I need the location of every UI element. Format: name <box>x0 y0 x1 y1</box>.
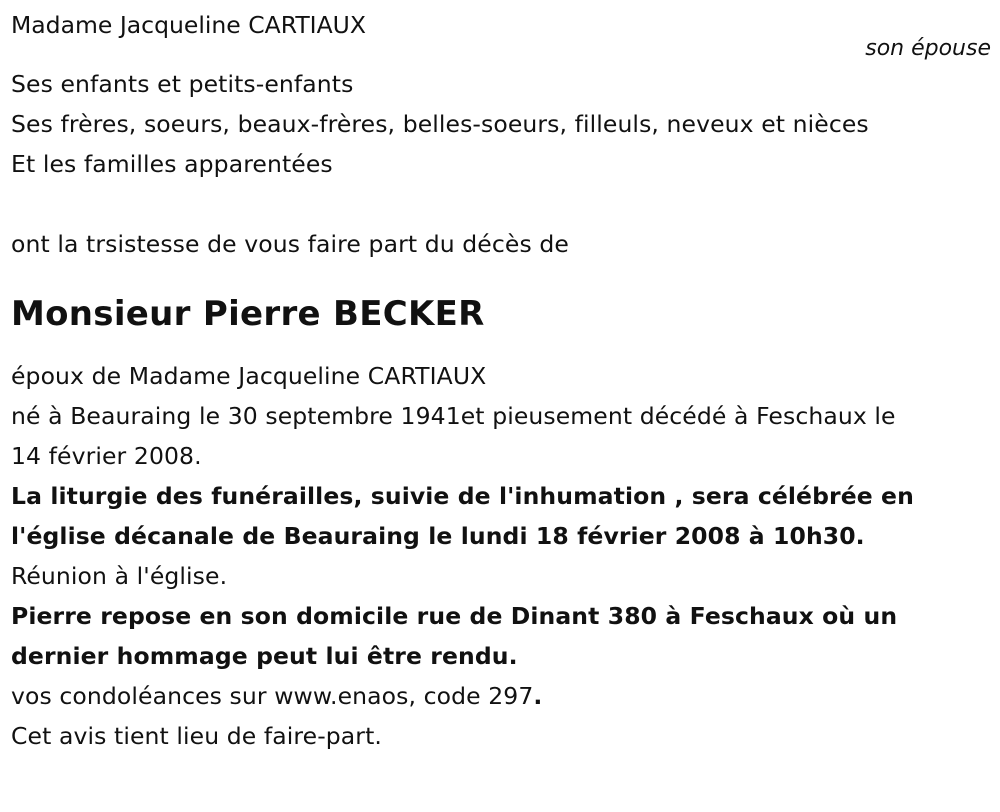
relation-label: son épouse <box>865 36 991 61</box>
family-line-children: Ses enfants et petits-enfants <box>11 70 354 98</box>
spacer <box>11 184 991 224</box>
condolences-period: . <box>533 682 543 710</box>
widow-name: Madame Jacqueline CARTIAUX <box>11 11 366 39</box>
rest-line-2: dernier hommage peut lui être rendu. <box>11 642 518 670</box>
family-line-relatives: Et les familles apparentées <box>11 150 333 178</box>
obituary-notice <box>11 0 991 756</box>
birth-death-line-2: 14 février 2008. <box>11 442 202 470</box>
announcement-line: ont la trsistesse de vous faire part du décès de <box>11 230 569 258</box>
spouse-line: époux de Madame Jacqueline CARTIAUX <box>11 362 487 390</box>
deceased-name: Monsieur Pierre BECKER <box>11 294 485 334</box>
spacer <box>11 50 991 64</box>
condolences-line <box>11 676 991 716</box>
header-row <box>11 0 991 61</box>
family-line-siblings: Ses frères, soeurs, beaux-frères, belles-soeurs, filleuls, neveux et nièces <box>11 110 869 138</box>
closing-line: Cet avis tient lieu de faire-part. <box>11 722 382 750</box>
funeral-line-1: La liturgie des funérailles, suivie de l'inhumation , sera célébrée en <box>11 482 914 510</box>
rest-line-1: Pierre repose en son domicile rue de Dinant 380 à Feschaux où un <box>11 602 898 630</box>
meeting-line: Réunion à l'église. <box>11 562 228 590</box>
condolences-text: vos condoléances sur www.enaos, code 297 <box>11 682 534 710</box>
funeral-line-2: l'église décanale de Beauraing le lundi 18 février 2008 à 10h30. <box>11 522 865 550</box>
birth-death-line-1: né à Beauraing le 30 septembre 1941et pieusement décédé à Feschaux le <box>11 402 896 430</box>
